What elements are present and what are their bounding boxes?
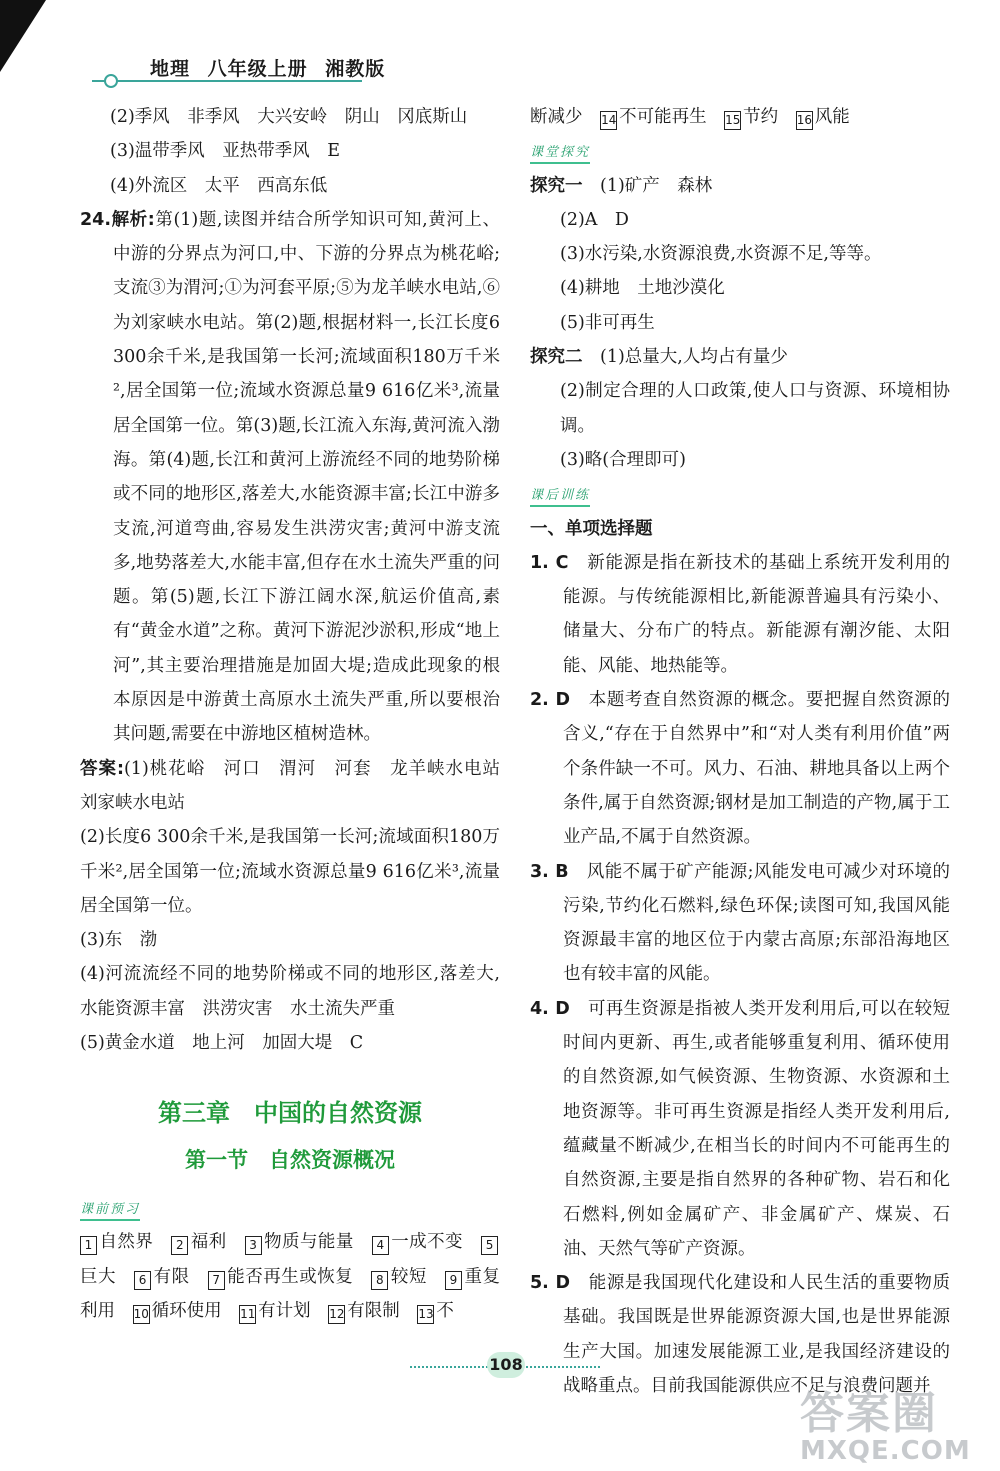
- page-number: 108: [487, 1352, 525, 1378]
- section-heading: 一、单项选择题: [530, 518, 653, 539]
- blank-number: 1: [80, 1236, 97, 1255]
- blank-item: [208, 1267, 354, 1287]
- blank-number: 7: [208, 1271, 225, 1290]
- q24-label: 24.解析:: [80, 209, 155, 230]
- blank-item: [171, 1232, 226, 1252]
- blank-list-continued: [530, 100, 950, 134]
- blank-item: [133, 1301, 222, 1321]
- blank-item: [239, 1301, 311, 1321]
- explore-line: (2)A D: [560, 209, 629, 230]
- blank-item: [724, 107, 778, 127]
- blank-text: 能否再生或恢复: [226, 1266, 354, 1287]
- section-title: 第一节 自然资源概况: [185, 1146, 395, 1172]
- mcq-text: 本题考查自然资源的概念。要把握自然资源的含义,“存在于自然界中”和“对人类有利用价值”两个条件缺一不可。风力、石油、耕地具备以上两个条件,属于自然资源;钢材是加工制造的产物,属于工业产品,不属于自然资源。: [563, 690, 951, 848]
- mcq-item: [530, 855, 950, 992]
- blank-number: 16: [796, 111, 813, 130]
- answer-line: (3)温带季风 亚热带季风 E: [110, 141, 341, 162]
- explore1-first: [530, 169, 950, 203]
- mcq-label: 1. C: [530, 552, 569, 573]
- header-edition: 湘教版: [325, 58, 386, 80]
- page-header: [150, 54, 395, 81]
- explore2-label: 探究二: [530, 347, 583, 368]
- blank-item: [371, 1267, 427, 1287]
- mcq-text: 能源是我国现代化建设和人民生活的重要物质基础。我国既是世界能源资源大国,也是世界能源生产大国。加速发展能源工业,是我国经济建设的战略重点。目前我国能源供应不足与浪费问题并: [563, 1273, 951, 1396]
- explore1-label: 探究一: [530, 175, 583, 196]
- blank-number: 3: [245, 1236, 262, 1255]
- blank-number: 4: [372, 1236, 389, 1255]
- mcq-label: 2. D: [530, 690, 571, 711]
- mcq-label: 4. D: [530, 998, 570, 1019]
- explore-line: (4)耕地 土地沙漠化: [560, 278, 725, 299]
- blank-text: 风能: [814, 107, 850, 127]
- tag-after-class: 课后训练: [530, 487, 590, 507]
- left-column: [80, 100, 518, 1328]
- blank-item: [600, 107, 707, 127]
- watermark-line1: 答案圈: [800, 1388, 938, 1439]
- explore2-first: [530, 340, 950, 374]
- blank-item: [417, 1301, 454, 1321]
- tag-preview: 课前预习: [80, 1201, 140, 1221]
- blank-item: [80, 1232, 153, 1252]
- watermark-line2: MXQE.COM: [800, 1436, 971, 1466]
- answer-line: (3)东 渤: [80, 930, 158, 951]
- answer-label: 答案:: [80, 758, 124, 779]
- blank-number: 2: [171, 1236, 188, 1255]
- blank-item: [328, 1301, 400, 1321]
- blank-text: 重复利用: [80, 1266, 501, 1321]
- blank-text: 自然界: [99, 1232, 154, 1253]
- blank-item: [245, 1232, 354, 1252]
- right-column: [530, 100, 950, 1403]
- answer-line: (4)外流区 太平 西高东低: [110, 175, 328, 196]
- blank-text: 节约: [743, 107, 779, 127]
- blank-text: 不可能再生: [619, 107, 707, 127]
- answer-line: (5)黄金水道 地上河 加固大堤 C: [80, 1033, 364, 1054]
- watermark-logo: [800, 1390, 985, 1465]
- blank-text: 不: [436, 1300, 454, 1321]
- explore1-text: (1)矿产 森林: [600, 175, 713, 196]
- explore-line: (3)水污染,水资源浪费,水资源不足,等等。: [560, 244, 882, 265]
- blank-text: 物质与能量: [263, 1232, 354, 1253]
- blank-number: 13: [417, 1305, 434, 1324]
- mcq-item: [530, 546, 950, 683]
- explore-line: (5)非可再生: [560, 312, 655, 333]
- blank-list: [80, 1225, 500, 1328]
- blank-number: 14: [600, 111, 617, 130]
- blank-item: [134, 1267, 190, 1287]
- blank-number: 11: [239, 1305, 256, 1324]
- answer-line: (4)河流流经不同的地势阶梯或不同的地形区,落差大,水能资源丰富 洪涝灾害 水土流失严重: [80, 964, 500, 1019]
- explore-line: (3)略(合理即可): [560, 449, 686, 470]
- mcq-text: 可再生资源是指被人类开发利用后,可以在较短时间内更新、再生,或者能够重复利用、循环使用的自然资源,如气候资源、生物资源、水资源和土地资源等。非可再生资源是指经人类开发利用后,蕴藏量不断减少,在相当长的时间内不可能再生的自然资源,主要是指自然界的各种矿物、岩石和化石燃料,例如金属矿产、非金属矿产、煤炭、石油、天然气等矿产资源。: [563, 998, 951, 1259]
- chapter-title: 第三章 中国的自然资源: [158, 1099, 422, 1128]
- q24-text: 第(1)题,读图并结合所学知识可知,黄河上、中游的分界点为河口,中、下游的分界点为桃花峪;支流③为渭河;①为河套平原;⑤为龙羊峡水电站,⑥为刘家峡水电站。第(2)题,根据材料一,长江长度6 300余千米,是我国第一长河;流域面积180万千米²,居全国第一位;流域水资源总量9 616亿米³,流量居全国第一位。第(3)题,长江流入东海,黄河流入渤海。第(4)题,长江和黄河上游流经不同的地势阶梯或不同的地形区,落差大,水能资源丰富;长江中游多支流,河道弯曲,容易发生洪涝灾害;黄河中游支流多,地势落差大,水能丰富,但存在水土流失严重的问题。第(5)题,长江下游江阔水深,航运价值高,素有“黄金水道”之称。黄河下游泥沙淤积,形成“地上河”,其主要治理措施是加固大堤;造成此现象的根本原因是中游黄土高原水土流失严重,所以要根治其问题,需要在中游地区植树造林。: [113, 209, 501, 745]
- mcq-item: [530, 683, 950, 854]
- header-subject: 地理: [150, 58, 191, 80]
- blank-number: 5: [481, 1236, 498, 1255]
- blank-item: [796, 107, 850, 127]
- blank-prefix: 断减少: [530, 107, 583, 127]
- blank-number: 6: [134, 1271, 151, 1290]
- answer-line: (2)长度6 300余千米,是我国第一长河;流域面积180万千米²,居全国第一位;流域水资源总量9 616亿米³,流量居全国第一位。: [80, 827, 500, 916]
- blank-number: 9: [445, 1271, 462, 1290]
- mcq-label: 3. B: [530, 861, 569, 882]
- blank-number: 8: [371, 1271, 388, 1290]
- answer-line: (2)季风 非季风 大兴安岭 阴山 冈底斯山: [110, 107, 468, 127]
- explore-line: (2)制定合理的人口政策,使人口与资源、环境相协调。: [560, 381, 950, 436]
- header-dot: [104, 74, 118, 88]
- blank-text: 福利: [190, 1232, 227, 1253]
- mcq-text: 风能不属于矿产能源;风能发电可减少对环境的污染,节约化石燃料,绿色环保;读图可知,我国风能资源最丰富的地区位于内蒙古高原;东部沿海地区也有较丰富的风能。: [563, 861, 950, 985]
- blank-number: 12: [328, 1305, 345, 1324]
- blank-text: 有计划: [258, 1300, 311, 1321]
- tag-class-explore: 课堂探究: [530, 144, 590, 164]
- blank-text: 有限: [153, 1266, 190, 1287]
- blank-text: 巨大: [80, 1266, 117, 1287]
- mcq-label: 5. D: [530, 1273, 571, 1294]
- blank-number: 10: [133, 1305, 150, 1324]
- blank-text: 较短: [390, 1266, 427, 1287]
- mcq-item: [530, 992, 950, 1266]
- blank-text: 循环使用: [151, 1300, 222, 1321]
- blank-text: 有限制: [347, 1300, 400, 1321]
- blank-number: 15: [724, 111, 741, 130]
- header-rule: [92, 80, 362, 82]
- blank-item: [372, 1232, 463, 1252]
- answer-block: [80, 752, 518, 821]
- mcq-text: 新能源是指在新技术的基础上系统开发利用的能源。与传统能源相比,新能源普遍具有污染小、储量大、分布广的特点。新能源有潮汐能、太阳能、风能、地热能等。: [563, 552, 951, 676]
- blank-text: 一成不变: [390, 1232, 463, 1253]
- answer-1: (1)桃花峪 河口 渭河 河套 龙羊峡水电站 刘家峡水电站: [80, 758, 518, 813]
- corner-decoration: [0, 0, 46, 72]
- header-grade: 八年级上册: [207, 58, 308, 80]
- explore2-text: (1)总量大,人均占有量少: [600, 347, 788, 368]
- q24-analysis: [80, 203, 500, 752]
